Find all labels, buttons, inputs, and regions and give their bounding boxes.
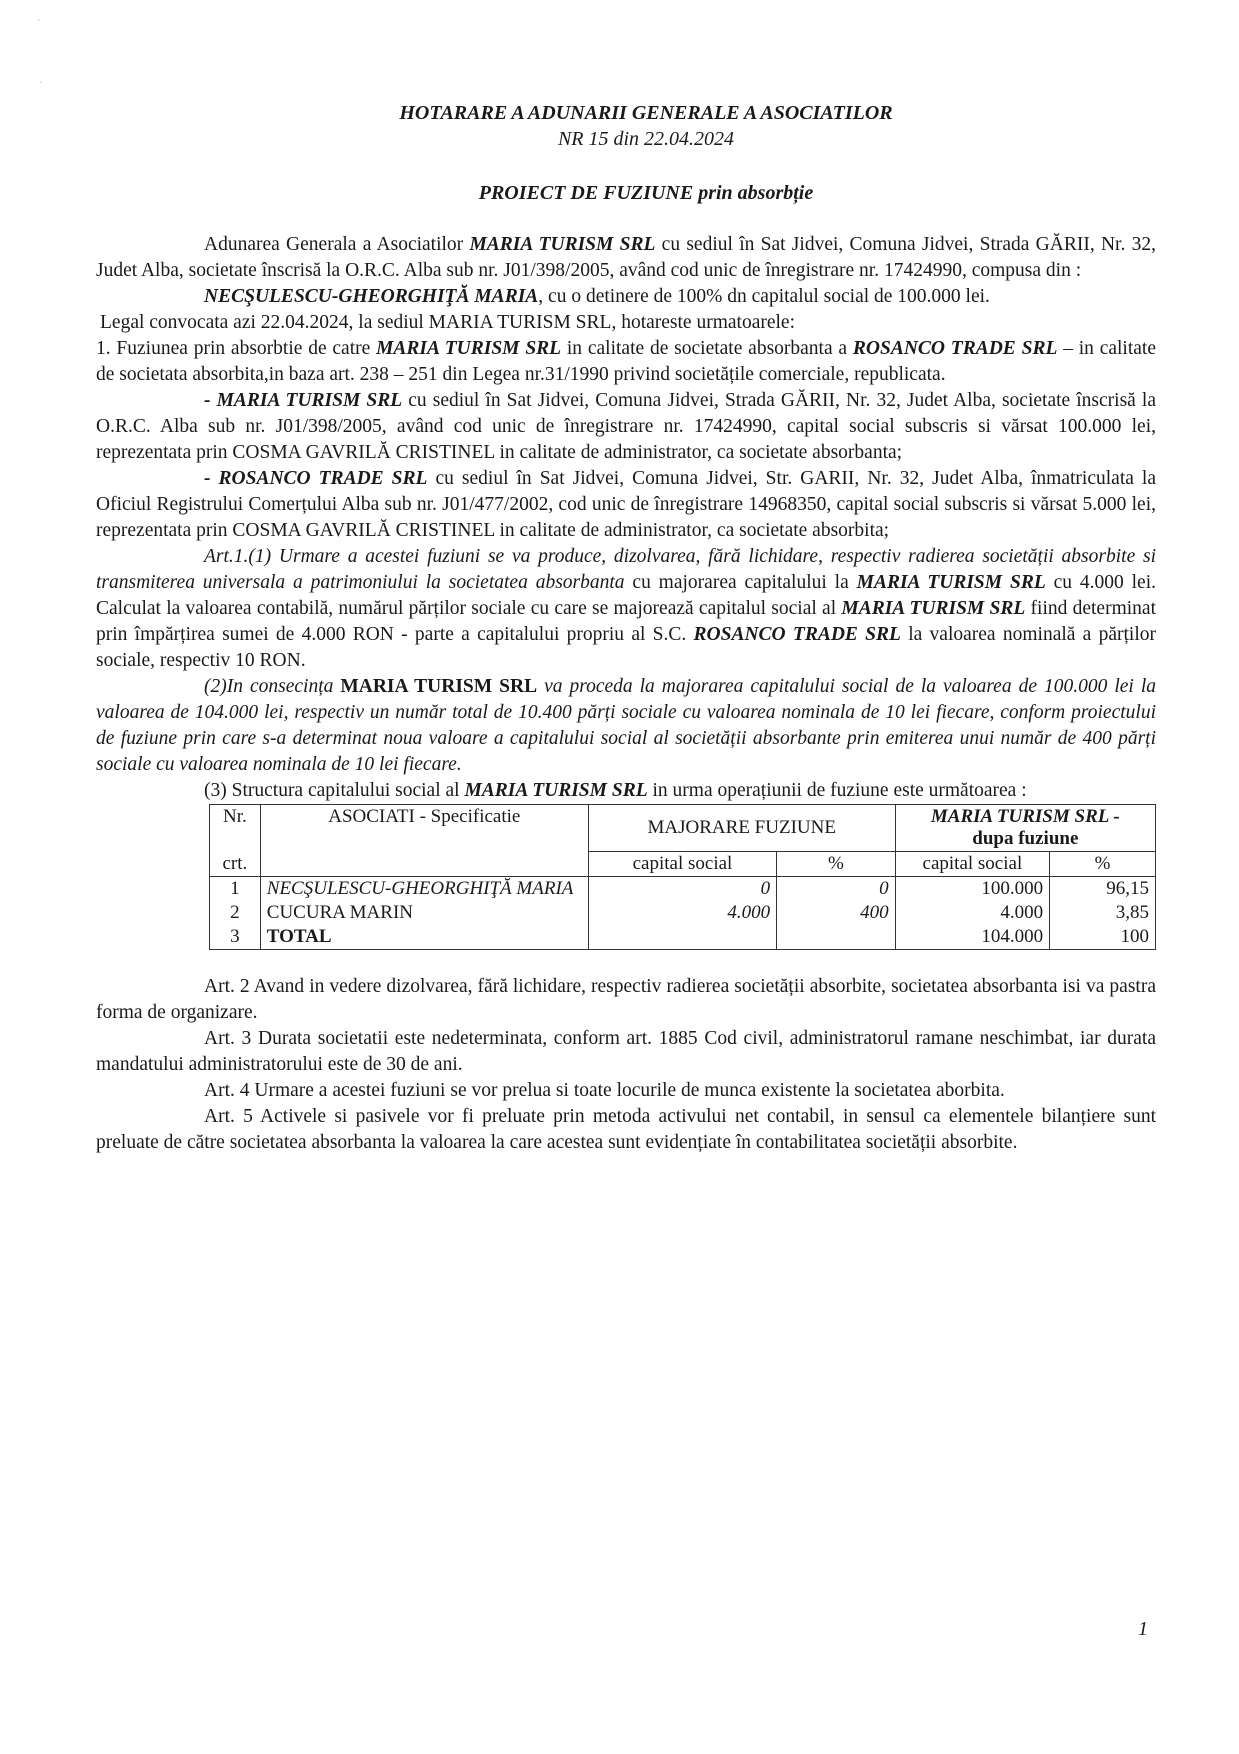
row-maj-capital: 0: [588, 877, 776, 902]
row-maj-pct: [777, 925, 896, 950]
item-1-paragraph: [96, 336, 1156, 388]
company-name: MARIA TURISM SRL: [340, 676, 538, 697]
company-name: MARIA TURISM SRL: [464, 780, 648, 801]
art-1-1-italic-text: Art.1.(1) Urmare a acestei fuziuni se va produce, dizolvarea, fără lichidare, respectiv radierea societății absorbite si transmiterea universala a patrimoniului la societatea absorbanta: [96, 546, 1156, 593]
art-1-1-paragraph: [96, 544, 1156, 674]
art-1-3-text: in urma operațiunii de fuziune este următoarea :: [647, 780, 1027, 801]
company-name: MARIA TURISM SRL: [841, 598, 1026, 619]
row-after-capital: 104.000: [895, 925, 1049, 950]
header-dupa-label: dupa fuziune: [972, 828, 1079, 849]
row-after-pct: 96,15: [1050, 877, 1156, 902]
header-dupa-fuziune: [895, 805, 1155, 852]
capital-structure-table: [209, 804, 1156, 950]
row-maj-capital: [588, 925, 776, 950]
art-3-paragraph: Art. 3 Durata societatii este nedeterminata, conform art. 1885 Cod civil, administratorul ramane neschimbat, iar durata mandatului administratorului este de 30 de ani.: [96, 1028, 1156, 1075]
row-after-capital: 4.000: [895, 901, 1049, 925]
company-name: - ROSANCO TRADE SRL: [204, 468, 428, 489]
scan-artifact: ': [38, 18, 40, 29]
row-maj-pct: 400: [777, 901, 896, 925]
art-1-2-text: (2)In consecința: [204, 676, 341, 697]
absorbed-company-paragraph: [96, 466, 1156, 544]
header-pct-dupa: %: [1050, 852, 1156, 877]
company-name: MARIA TURISM SRL: [376, 338, 562, 359]
header-majorare: MAJORARE FUZIUNE: [588, 805, 895, 852]
art-1-1-text: la valoarea nominală a părților sociale, respectiv 10 RON.: [96, 624, 1156, 671]
absorbed-company-text: cu sediul în Sat Jidvei, Comuna Jidvei, Str. GARII, Nr. 32, Judet Alba, înmatriculata la Oficiul Registrului Comerțului Alba sub nr. J01/477/2002, cod unic de înregistrare 14968350, capital social subscris si vărsat 5.000 lei, reprezentata prin COSMA GAVRILĂ CRISTINEL in calitate de administrator, ca societate absorbita;: [96, 468, 1156, 541]
row-nr: 1: [210, 877, 261, 902]
convocation-paragraph: Legal convocata azi 22.04.2024, la sediul MARIA TURISM SRL, hotareste urmatoarele:: [100, 312, 795, 333]
company-name: ROSANCO TRADE SRL: [852, 338, 1058, 359]
row-name: TOTAL: [260, 925, 588, 950]
intro-paragraph: [96, 232, 1156, 284]
row-after-pct: 100: [1050, 925, 1156, 950]
item-1-text: in calitate de societate absorbanta a: [561, 338, 853, 359]
page-number: 1: [1138, 1618, 1148, 1640]
table-row: [210, 901, 1156, 925]
company-name: ROSANCO TRADE SRL: [693, 624, 901, 645]
company-name: MARIA TURISM SRL: [469, 234, 656, 255]
art-1-3-paragraph: [96, 778, 1156, 804]
header-pct-majorare: %: [777, 852, 896, 877]
row-name: NECŞULESCU-GHEORGHIŢĂ MARIA: [260, 877, 588, 902]
header-crt: crt.: [210, 852, 261, 877]
absorbing-company-text: cu sediul în Sat Jidvei, Comuna Jidvei, Strada GĂRII, Nr. 32, Judet Alba, societate înscrisă la O.R.C. Alba sub nr. J01/398/2005, având cod unic de înregistrare nr. 17424990, capital social subscris si vărsat 100.000 lei, reprezentata prin COSMA GAVRILĂ CRISTINEL in calitate de administrator, ca societate absorbanta;: [96, 390, 1156, 463]
row-nr: 3: [210, 925, 261, 950]
row-after-pct: 3,85: [1050, 901, 1156, 925]
art-1-1-text: cu 4.000 lei. Calculat la valoarea contabilă, numărul părților sociale cu care se majorează capitalul social al: [96, 572, 1156, 619]
shareholder-text: , cu o detinere de 100% dn capitalul social de 100.000 lei.: [538, 286, 990, 307]
art-1-2-paragraph: [96, 674, 1156, 778]
shareholder-name: NECŞULESCU-GHEORGHIŢĂ MARIA: [204, 286, 539, 307]
art-4-paragraph: Art. 4 Urmare a acestei fuziuni se vor prelua si toate locurile de munca existente la societatea aborbita.: [204, 1080, 1005, 1101]
shareholder-paragraph: [96, 284, 1156, 310]
row-name: CUCURA MARIN: [260, 901, 588, 925]
item-1-text: – in calitate de societata absorbita,in baza art. 238 – 251 din Legea nr.31/1990 privind societățile comerciale, republicata.: [96, 338, 1156, 385]
intro-text: Adunarea Generala a Asociatilor: [204, 234, 470, 255]
header-capital-dupa: capital social: [895, 852, 1049, 877]
header-capital-majorare: capital social: [588, 852, 776, 877]
company-name: - MARIA TURISM SRL: [204, 390, 403, 411]
header-asociati: ASOCIATI - Specificatie: [260, 805, 588, 877]
project-title: [136, 180, 1156, 206]
document-number: NR 15 din 22.04.2024: [557, 128, 735, 150]
art-1-2-text: va proceda la majorarea capitalului social de la valoarea de 100.000 lei la valoarea de 104.000 lei, respectiv un număr total de 10.400 părți sociale cu valoarea nominala de 10 lei fiecare, conform proiectului de fuziune prin care s-a determinat noua valoare a capitalului social al societății absorbante prin emiterea unui număr de 400 părți sociale cu valoarea nominala de 10 lei fiecare.: [96, 676, 1156, 775]
art-1-3-text: (3) Structura capitalului social al: [204, 780, 465, 801]
item-1-text: 1. Fuziunea prin absorbtie de catre: [96, 338, 377, 359]
art-2-paragraph: Art. 2 Avand in vedere dizolvarea, fără lichidare, respectiv radierea societății absorbite, societatea absorbanta isi va pastra forma de organizare.: [96, 976, 1156, 1023]
art-1-1-text: fiind determinat prin împărțirea sumei de 4.000 RON - parte a capitalului propriu al S.C.: [96, 598, 1156, 645]
header-nr: Nr.: [210, 805, 261, 852]
document-page: [96, 100, 1156, 1156]
art-1-1-text: cu majorarea capitalului la: [624, 572, 857, 593]
row-maj-pct: 0: [777, 877, 896, 902]
row-maj-capital: 4.000: [588, 901, 776, 925]
table-row: [210, 877, 1156, 902]
project-title-main: PROIECT DE FUZIUNE: [478, 182, 694, 204]
table-total-row: [210, 925, 1156, 950]
company-name: MARIA TURISM SRL: [856, 572, 1046, 593]
scan-artifact: ': [40, 80, 42, 91]
project-title-rest: prin absorbție: [693, 182, 814, 204]
document-title: HOTARARE A ADUNARII GENERALE A ASOCIATILOR: [399, 102, 893, 124]
intro-text: cu sediul în Sat Jidvei, Comuna Jidvei, Strada GĂRII, Nr. 32, Judet Alba, societate înscrisă la O.R.C. Alba sub nr. J01/398/2005, având cod unic de înregistrare nr. 17424990, compusa din :: [96, 234, 1156, 281]
table-header-row: [210, 805, 1156, 852]
art-5-paragraph: Art. 5 Activele si pasivele vor fi preluate prin metoda activului net contabil, in sensul ca elementele bilanțiere sunt preluate de către societatea absorbanta la valoarea la care acestea sunt evidențiate în contabilitatea societății absorbite.: [96, 1106, 1156, 1153]
row-after-capital: 100.000: [895, 877, 1049, 902]
header-dupa-company: MARIA TURISM SRL -: [930, 806, 1120, 827]
row-nr: 2: [210, 901, 261, 925]
absorbing-company-paragraph: [96, 388, 1156, 466]
